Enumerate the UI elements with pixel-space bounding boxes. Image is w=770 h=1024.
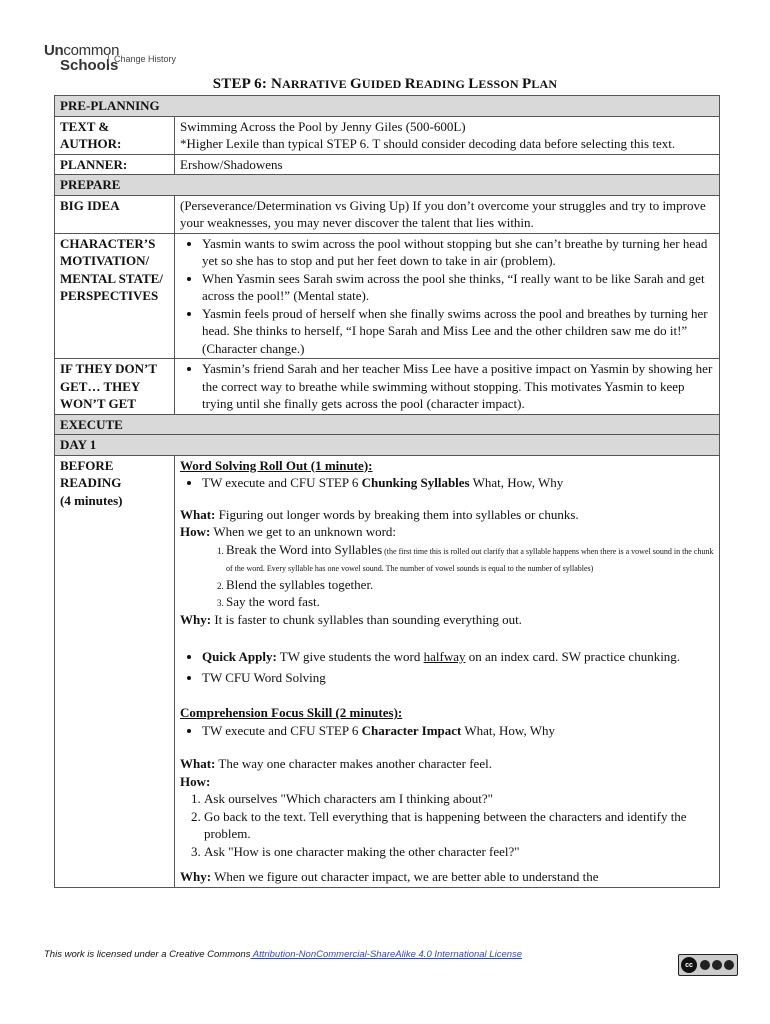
list-item: • Yasmin feels proud of herself when she finally swims across the pool and breathes by turning her head. She thinks to herself, “I hope Sarah and Miss Lee and the other children saw me do it!” (Character change.) bbox=[202, 305, 714, 358]
list-item: • When Yasmin sees Sarah swim across the pool she thinks, “I really want to be like Sarah and get across the pool!” (Mental state). bbox=[202, 270, 714, 305]
list-item: 2. Go back to the text. Tell everything that is happening between the characters and identify the problem. bbox=[204, 808, 714, 843]
planner-value: Ershow/Shadowens bbox=[175, 154, 720, 175]
character-motivation-value bbox=[175, 233, 720, 359]
list-item: 1. Ask ourselves "Which characters am I thinking about?" bbox=[204, 790, 714, 808]
list-item: • Quick Apply: TW give students the word halfway on an index card. SW practice chunking. bbox=[202, 648, 714, 666]
section-header-prepare: PREPARE bbox=[55, 175, 720, 196]
planner-label: PLANNER: bbox=[55, 154, 175, 175]
uncommon-schools-logo: Uncommon Schools Change History bbox=[44, 42, 177, 74]
word-solving-heading: Word Solving Roll Out (1 minute): bbox=[180, 457, 373, 473]
if-they-dont-get-value bbox=[175, 359, 720, 415]
logo-tagline: Change History bbox=[108, 54, 176, 64]
list-item: 1. Break the Word into Syllables (the first time this is rolled out clarify that a syllable happens when there is a vowel sound in the chunk of the word. Every syllable has one vowel sound. The number of vowel sounds is equal to the number of syllables) bbox=[226, 541, 714, 576]
license-footer: This work is licensed under a Creative Commons Attribution-NonCommercial-ShareAlike 4.0 International License bbox=[44, 949, 523, 960]
before-reading-value: Word Solving Roll Out (1 minute): • TW execute and CFU STEP 6 Chunking Syllables What, How, Why What: Figuring out longer words by breaking them into syllables or chunks. How: When we get to an unknown word: 1. Break the Word into Syllables (the first time this is rolled out clarify that a syllable happens when there is a vowel sound in the chunk of the word. Every syllable has one vowel sound. The number of vowel sounds is equal to the number of syllables) 2. Blend the syllables together. 3. Say the word fast. Why: It is faster to chunk syllables than sounding everything out. • Quick Apply: TW give students the word halfway on an index card. SW practice chunking. • TW CFU Word Solving Comprehension Focus Skill (2 minutes): • TW execute and CFU STEP 6 Character Impact What, How, Why What: The way one character makes another character feel. How: 1. Ask ourselves "Which characters am I thinking about?" 2. Go back to the text. Tell everything that is happening between the characters and identify the problem. 3. Ask "How is one character making the other character feel?" Why: When we figure out character impact, we are better able to understand the bbox=[175, 455, 720, 887]
list-item: 2. Blend the syllables together. bbox=[226, 576, 714, 594]
list-item: 3. Ask "How is one character making the other character feel?" bbox=[204, 843, 714, 861]
comprehension-focus-heading: Comprehension Focus Skill (2 minutes): bbox=[180, 705, 403, 720]
day-header: DAY 1 bbox=[55, 435, 720, 456]
big-idea-value: (Perseverance/Determination vs Giving Up) If you don’t overcome your struggles and try to improve your weaknesses, you may never discover the talent that lies within. bbox=[175, 195, 720, 233]
big-idea-label: BIG IDEA bbox=[55, 195, 175, 233]
character-motivation-label: CHARACTER’S MOTIVATION/ MENTAL STATE/ PERSPECTIVES bbox=[55, 233, 175, 359]
lesson-plan-table bbox=[54, 95, 720, 888]
if-they-dont-get-label: IF THEY DON’T GET… THEY WON’T GET bbox=[55, 359, 175, 415]
section-header-execute: EXECUTE bbox=[55, 414, 720, 435]
list-item: • TW CFU Word Solving bbox=[202, 669, 714, 687]
list-item: • TW execute and CFU STEP 6 Chunking Syllables What, How, Why bbox=[202, 474, 714, 492]
creative-commons-badge-icon: cc bbox=[678, 954, 738, 976]
section-header-preplanning: PRE-PLANNING bbox=[55, 96, 720, 117]
list-item: • Yasmin wants to swim across the pool without stopping but she can’t breathe by turning her head yet so she has to stop and put her feet down to take in air (problem). bbox=[202, 235, 714, 270]
license-link[interactable]: Attribution-NonCommercial-ShareAlike 4.0 International License bbox=[250, 949, 523, 960]
list-item: 3. Say the word fast. bbox=[226, 593, 714, 611]
before-reading-label: BEFORE READING (4 minutes) bbox=[55, 455, 175, 887]
list-item: • TW execute and CFU STEP 6 Character Impact What, How, Why bbox=[202, 722, 714, 740]
text-author-value: Swimming Across the Pool by Jenny Giles (500-600L) *Higher Lexile than typical STEP 6. T should consider decoding data before selecting this text. bbox=[175, 116, 720, 154]
text-author-label: TEXT & AUTHOR: bbox=[55, 116, 175, 154]
document-title: STEP 6: NARRATIVE GUIDED READING LESSON PLAN bbox=[212, 76, 558, 92]
list-item: • Yasmin’s friend Sarah and her teacher Miss Lee have a positive impact on Yasmin by showing her the correct way to breathe while swimming without stopping. This motivates Yasmin to keep trying until she finally gets across the pool (character impact). bbox=[202, 360, 714, 413]
